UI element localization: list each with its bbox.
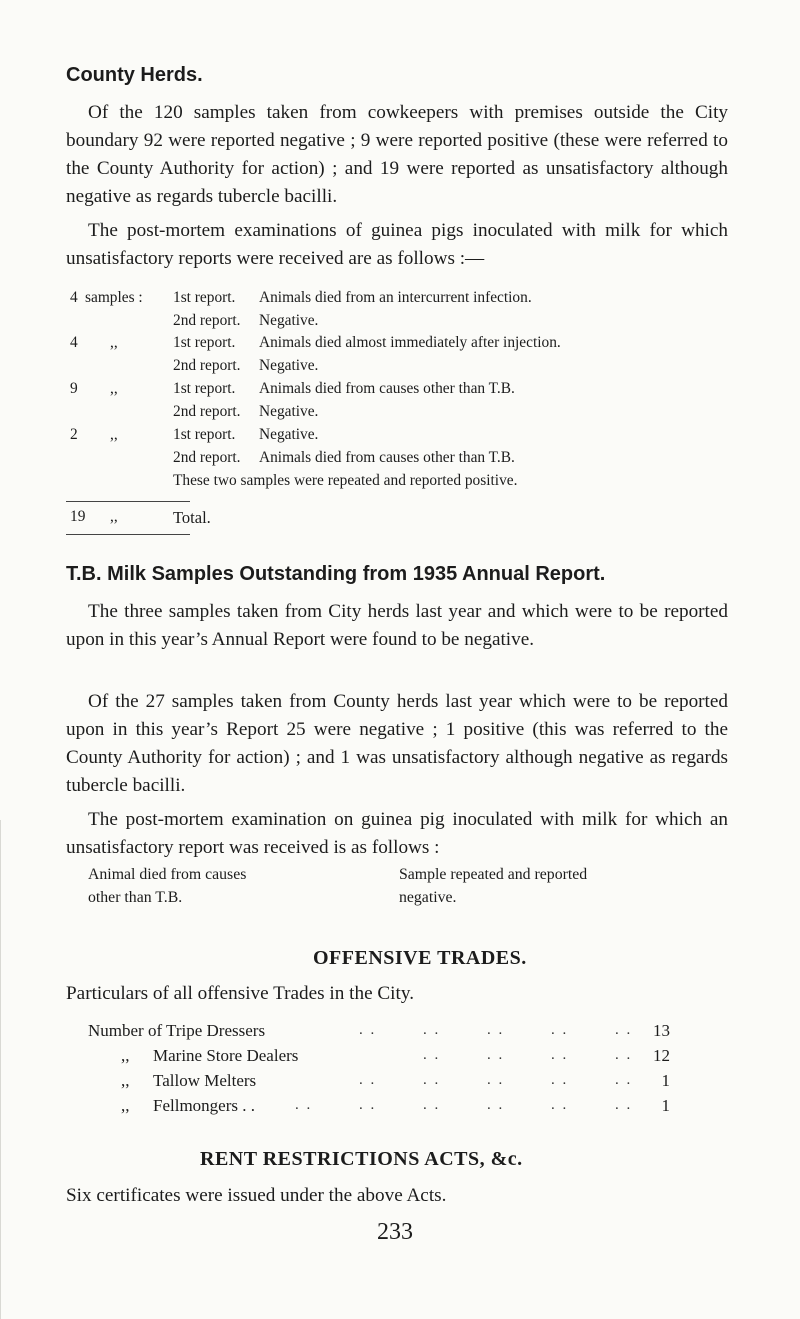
leader-dots: . . — [551, 1022, 569, 1038]
leader-dots: . . — [423, 1072, 441, 1088]
leader-dots: . . — [423, 1097, 441, 1113]
tb-outstanding-paragraph-2: Of the 27 samples taken from County herds last year which were to be reported upon in this year’s Report 25 were negative ; 1 positive (this was referred to the County Authority for action) ; and 1 was unsatisfactory although negative as regards tubercle bacilli. — [66, 691, 728, 796]
ditto-mark: ,, — [121, 1046, 130, 1065]
leader-dots: . . — [359, 1022, 377, 1038]
table-row-result: Negative. — [259, 403, 319, 420]
table-note: These two samples were repeated and reported positive. — [173, 472, 518, 489]
table-row-result: Negative. — [259, 357, 319, 374]
list-item-count: 1 — [661, 1096, 670, 1115]
leader-dots: . . — [295, 1097, 313, 1113]
samples-label: samples : — [85, 289, 143, 306]
offensive-trades-heading: OFFENSIVE TRADES. — [313, 947, 527, 969]
leader-dots: . . — [487, 1022, 505, 1038]
table-row-report: 2nd report. — [173, 312, 241, 329]
rent-restrictions-heading: RENT RESTRICTIONS ACTS, &c. — [200, 1148, 523, 1170]
tb-outstanding-paragraph-3: The post-mortem examination on guinea pig inoculated with milk for which an unsatisfactory report was received is as follows : — [66, 809, 728, 858]
total-rule-top — [66, 501, 190, 502]
table-row-count: 4 — [70, 334, 78, 351]
list-item-label: Number of Tripe Dressers — [88, 1021, 266, 1040]
rent-restrictions-text: Six certificates were issued under the above Acts. — [66, 1185, 447, 1206]
result-left-line-2: other than T.B. — [88, 889, 183, 906]
table-row-result: Animals died from causes other than T.B. — [259, 449, 515, 466]
ditto-mark: ,, — [110, 334, 118, 351]
page-number: 233 — [377, 1219, 413, 1245]
table-row-report: 2nd report. — [173, 449, 241, 466]
ditto-mark: ,, — [121, 1071, 130, 1090]
table-row-report: 1st report. — [173, 334, 236, 351]
table-row-report: 2nd report. — [173, 403, 241, 420]
total-label: Total. — [173, 508, 211, 527]
list-item-count: 13 — [653, 1021, 670, 1040]
list-item-label: Tallow Melters — [153, 1071, 257, 1090]
result-left-line-1: Animal died from causes — [88, 866, 247, 883]
list-item-count: 12 — [653, 1046, 670, 1065]
leader-dots: . . — [551, 1072, 569, 1088]
table-row-count: 9 — [70, 380, 78, 397]
table-row-result: Negative. — [259, 312, 319, 329]
table-row-report: 1st report. — [173, 380, 236, 397]
leader-dots: . . — [487, 1072, 505, 1088]
leader-dots: . . — [359, 1097, 377, 1113]
list-item-count: 1 — [661, 1071, 670, 1090]
ditto-mark: ,, — [110, 380, 118, 397]
list-item-label: Fellmongers . . — [153, 1096, 255, 1115]
ditto-mark: ,, — [110, 508, 118, 525]
table-row-report: 1st report. — [173, 426, 236, 443]
county-herds-heading: County Herds. — [66, 64, 203, 86]
leader-dots: . . — [551, 1047, 569, 1063]
county-herds-paragraph-1: Of the 120 samples taken from cowkeepers with premises outside the City boundary 92 were reported negative ; 9 were reported positive (these were referred to the County Authority for action) ; and 19 were reported as unsatisfactory although negative as regards tubercle bacilli. — [66, 102, 728, 207]
leader-dots: . . — [551, 1097, 569, 1113]
page-edge-shadow — [0, 820, 1, 1319]
result-right-line-2: negative. — [399, 889, 457, 906]
leader-dots: . . — [487, 1097, 505, 1113]
leader-dots: . . — [359, 1072, 377, 1088]
tb-outstanding-paragraph-1: The three samples taken from City herds last year and which were to be reported upon in this year’s Annual Report were found to be negative. — [66, 601, 728, 650]
table-row-result: Animals died from causes other than T.B. — [259, 380, 515, 397]
table-row-count: 4 — [70, 289, 78, 306]
leader-dots: . . — [423, 1047, 441, 1063]
table-row-result: Animals died almost immediately after injection. — [259, 334, 561, 351]
leader-dots: . . — [615, 1097, 633, 1113]
leader-dots: . . — [487, 1047, 505, 1063]
leader-dots: . . — [423, 1022, 441, 1038]
ditto-mark: ,, — [110, 426, 118, 443]
list-item-label: Marine Store Dealers — [153, 1046, 299, 1065]
table-row-report: 2nd report. — [173, 357, 241, 374]
county-herds-paragraph-2: The post-mortem examinations of guinea pigs inoculated with milk for which unsatisfactory reports were received are as follows :— — [66, 220, 728, 269]
table-row-report: 1st report. — [173, 289, 236, 306]
leader-dots: . . — [615, 1047, 633, 1063]
result-right-line-1: Sample repeated and reported — [399, 866, 588, 883]
total-count: 19 — [70, 508, 86, 525]
table-row-result: Animals died from an intercurrent infection. — [259, 289, 532, 306]
leader-dots: . . — [615, 1022, 633, 1038]
leader-dots: . . — [615, 1072, 633, 1088]
table-row-result: Negative. — [259, 426, 319, 443]
total-rule-bottom — [66, 534, 190, 535]
offensive-trades-intro: Particulars of all offensive Trades in the City. — [66, 983, 414, 1004]
ditto-mark: ,, — [121, 1096, 130, 1115]
tb-outstanding-heading: T.B. Milk Samples Outstanding from 1935 Annual Report. — [66, 563, 606, 585]
table-row-count: 2 — [70, 426, 78, 443]
